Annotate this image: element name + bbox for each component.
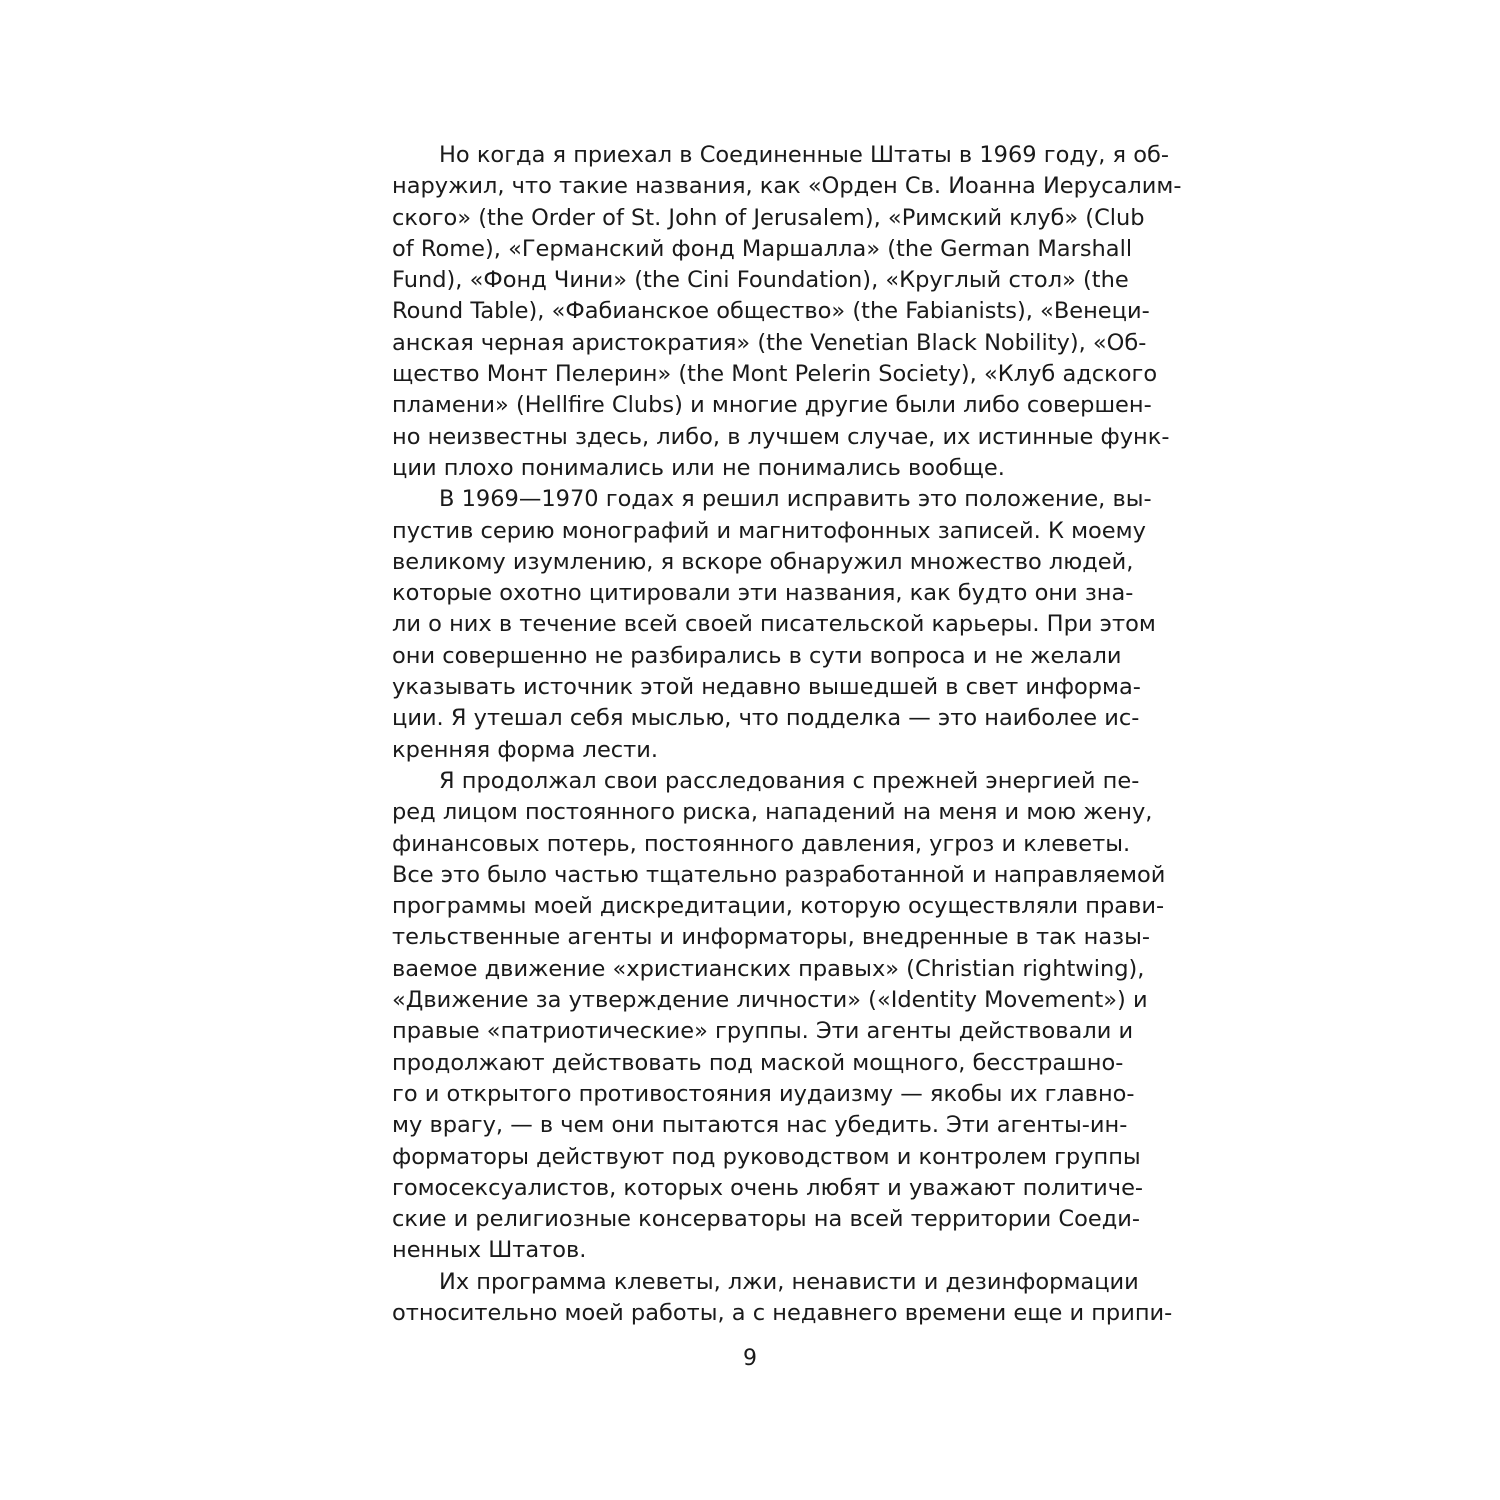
text-line: В 1969—1970 годах я решил исправить это положение, вы- [439, 486, 1152, 513]
text-line: но неизвестны здесь, либо, в лучшем случае, их истинные функ- [392, 423, 1170, 450]
text-line: «Движение за утверждение личности» («Identity Movement») и [392, 987, 1148, 1014]
text-line: которые охотно цитировали эти названия, как будто они зна- [392, 580, 1134, 607]
text-line: ции плохо понимались или не понимались вообще. [392, 454, 1005, 481]
text-line: гомосексуалистов, которых очень любят и уважают политиче- [392, 1174, 1144, 1201]
text-line: великому изумлению, я вскоре обнаружил множество людей, [392, 548, 1134, 575]
text-line: го и открытого противостояния иудаизму — якобы их главно- [392, 1080, 1135, 1107]
text-line: ции. Я утешал себя мыслью, что подделка — это наиболее ис- [392, 705, 1140, 732]
text-line: Round Table), «Фабианское общество» (the Fabianists), «Венеци- [392, 298, 1150, 325]
text-line: ненных Штатов. [392, 1237, 587, 1264]
text-line: указывать источник этой недавно вышедшей в свет информа- [392, 674, 1141, 701]
text-line: финансовых потерь, постоянного давления, угроз и клеветы. [392, 830, 1131, 857]
text-line: щество Монт Пелерин» (the Mont Pelerin Society), «Клуб адского [392, 361, 1158, 388]
text-line: пламени» (Hellfire Clubs) и многие другие были либо совершен- [392, 392, 1152, 419]
text-line: продолжают действовать под маской мощного, бесстрашно- [392, 1049, 1124, 1076]
text-line: кренняя форма лести. [392, 736, 659, 763]
text-line: ваемое движение «христианских правых» (Christian rightwing), [392, 955, 1145, 982]
text-line: относительно моей работы, а с недавнего времени еще и припи- [392, 1299, 1173, 1326]
text-line: пустив серию монографий и магнитофонных записей. К моему [392, 517, 1146, 544]
text-line: наружил, что такие названия, как «Орден Св. Иоанна Иерусалим- [392, 173, 1182, 200]
text-line: ские и религиозные консерваторы на всей территории Соеди- [392, 1206, 1141, 1233]
text-line: правые «патриотические» группы. Эти агенты действовали и [392, 1018, 1134, 1045]
text-line: программы моей дискредитации, которую осуществляли прави- [392, 893, 1165, 920]
text-line: Но когда я приехал в Соединенные Штаты в 1969 году, я об- [439, 142, 1169, 168]
text-line: Fund), «Фонд Чини» (the Cini Foundation), «Круглый стол» (the [392, 267, 1129, 294]
text-line: ского» (the Order of St. John of Jerusalem), «Римский клуб» (Club [392, 204, 1145, 231]
text-line: му врагу, — в чем они пытаются нас убедить. Эти агенты-ин- [392, 1112, 1128, 1139]
text-line: форматоры действуют под руководством и контролем группы [392, 1143, 1141, 1170]
page-number: 9 [743, 1346, 757, 1371]
text-line: ред лицом постоянного риска, нападений на меня и мою жену, [392, 799, 1153, 826]
text-line: анская черная аристократия» (the Venetian Black Nobility), «Об- [392, 329, 1147, 356]
body-text [392, 140, 1182, 1329]
text-line: Я продолжал свои расследования с прежней энергией пе- [439, 767, 1140, 794]
text-line: тельственные агенты и информаторы, внедренные в так назы- [392, 924, 1150, 951]
text-line: Их программа клеветы, лжи, ненависти и дезинформации [439, 1268, 1139, 1295]
text-line: ли о них в течение всей своей писательской карьеры. При этом [392, 611, 1156, 638]
text-line: of Rome), «Германский фонд Маршалла» (the German Marshall [392, 235, 1133, 262]
text-line: они совершенно не разбирались в сути вопроса и не желали [392, 642, 1122, 669]
text-line: Все это было частью тщательно разработанной и направляемой [392, 861, 1166, 888]
